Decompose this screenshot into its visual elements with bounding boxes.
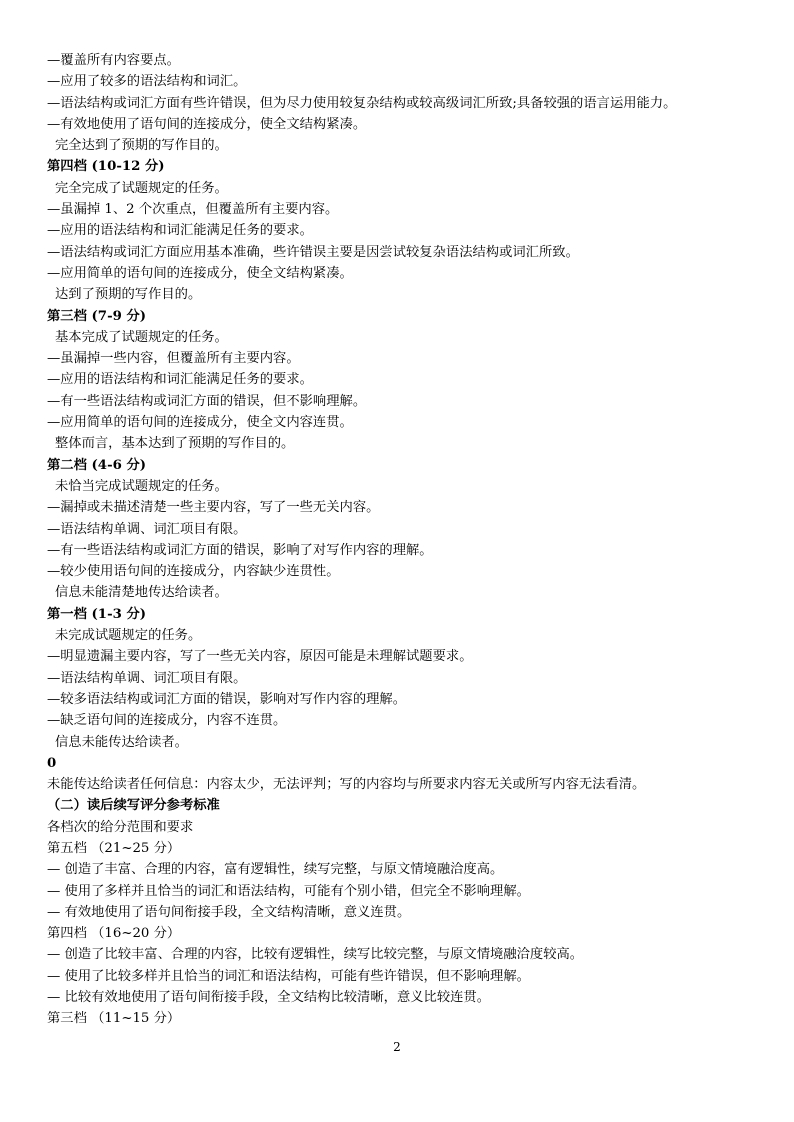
text-line: 第四档 （16~20 分） [47, 926, 181, 942]
text-line: —虽漏掉一些内容，但覆盖所有主要内容。 [47, 351, 300, 367]
text-line: 基本完成了试题规定的任务。 [55, 329, 228, 345]
text-line: —有效地使用了语句间的连接成分，使全文结构紧凑。 [47, 116, 367, 132]
text-line: 信息未能传达给读者。 [55, 734, 188, 750]
text-line: —应用简单的语句间的连接成分，使全文结构紧凑。 [47, 265, 353, 281]
text-line: —较多语法结构或词汇方面的错误，影响对写作内容的理解。 [47, 691, 407, 707]
text-line: 完全达到了预期的写作目的。 [55, 138, 228, 154]
text-line: — 比较有效地使用了语句间衔接手段，全文结构比较清晰，意义比较连贯。 [47, 990, 491, 1006]
text-line: 第五档 （21~25 分） [47, 840, 181, 856]
section-heading: 0 [47, 755, 57, 771]
section-heading: 第三档 (7-9 分) [47, 308, 147, 324]
text-line: —虽漏掉 1、2 个次重点，但覆盖所有主要内容。 [47, 202, 339, 218]
text-line: —应用简单的语句间的连接成分，使全文内容连贯。 [47, 415, 353, 431]
text-line: —有一些语法结构或词汇方面的错误，影响了对写作内容的理解。 [47, 542, 433, 558]
text-line: —语法结构或词汇方面应用基本准确，些许错误主要是因尝试较复杂语法结构或词汇所致。 [47, 244, 579, 260]
text-line: 完全完成了试题规定的任务。 [55, 180, 228, 196]
text-line: — 有效地使用了语句间衔接手段，全文结构清晰，意义连贯。 [47, 904, 411, 920]
text-line: —缺乏语句间的连接成分，内容不连贯。 [47, 713, 287, 729]
text-line: —应用的语法结构和词汇能满足任务的要求。 [47, 372, 313, 388]
text-line: —明显遗漏主要内容，写了一些无关内容，原因可能是未理解试题要求。 [47, 649, 473, 665]
text-line: 信息未能清楚地传达给读者。 [55, 585, 228, 601]
text-line: —覆盖所有内容要点。 [47, 53, 180, 68]
text-line: —语法结构单调、词汇项目有限。 [47, 521, 247, 537]
document-body [47, 50, 767, 1030]
text-line: — 使用了多样并且恰当的词汇和语法结构，可能有个别小错，但完全不影响理解。 [47, 883, 530, 899]
text-line: — 使用了比较多样并且恰当的词汇和语法结构，可能有些许错误，但不影响理解。 [47, 968, 530, 984]
section-heading: 第一档 (1-3 分) [47, 606, 147, 622]
text-line: 未能传达给读者任何信息：内容太少，无法评判；写的内容均与所要求内容无关或所写内容无法看清。 [47, 777, 646, 793]
text-line: —漏掉或未描述清楚一些主要内容，写了一些无关内容。 [47, 500, 380, 516]
text-line: —语法结构单调、词汇项目有限。 [47, 670, 247, 686]
text-line: 整体而言，基本达到了预期的写作目的。 [55, 436, 295, 452]
text-line: — 创造了丰富、合理的内容，富有逻辑性，续写完整，与原文情境融洽度高。 [47, 862, 504, 878]
text-line: 未恰当完成试题规定的任务。 [55, 478, 228, 494]
section-heading: 第二档 (4-6 分) [47, 457, 147, 473]
text-line: —应用了较多的语法结构和词汇。 [47, 74, 247, 90]
text-line: 未完成试题规定的任务。 [55, 628, 202, 644]
text-line: 各档次的给分范围和要求 [47, 819, 194, 835]
section-heading: 第四档 (10-12 分) [47, 159, 165, 175]
text-line: —语法结构或词汇方面有些许错误，但为尽力使用较复杂结构或较高级词汇所致;具备较强的语言运用能力。 [47, 95, 677, 111]
text-line: 达到了预期的写作目的。 [55, 287, 202, 303]
text-line: —有一些语法结构或词汇方面的错误，但不影响理解。 [47, 393, 367, 409]
text-line: — 创造了比较丰富、合理的内容，比较有逻辑性，续写比较完整，与原文情境融洽度较高。 [47, 947, 584, 963]
text-line: —应用的语法结构和词汇能满足任务的要求。 [47, 223, 313, 239]
text-line: 第三档 （11~15 分） [47, 1011, 181, 1027]
text-line: —较少使用语句间的连接成分，内容缺少连贯性。 [47, 564, 340, 580]
page-number: 2 [393, 1040, 401, 1054]
section-heading: （二）读后续写评分参考标准 [47, 798, 220, 814]
